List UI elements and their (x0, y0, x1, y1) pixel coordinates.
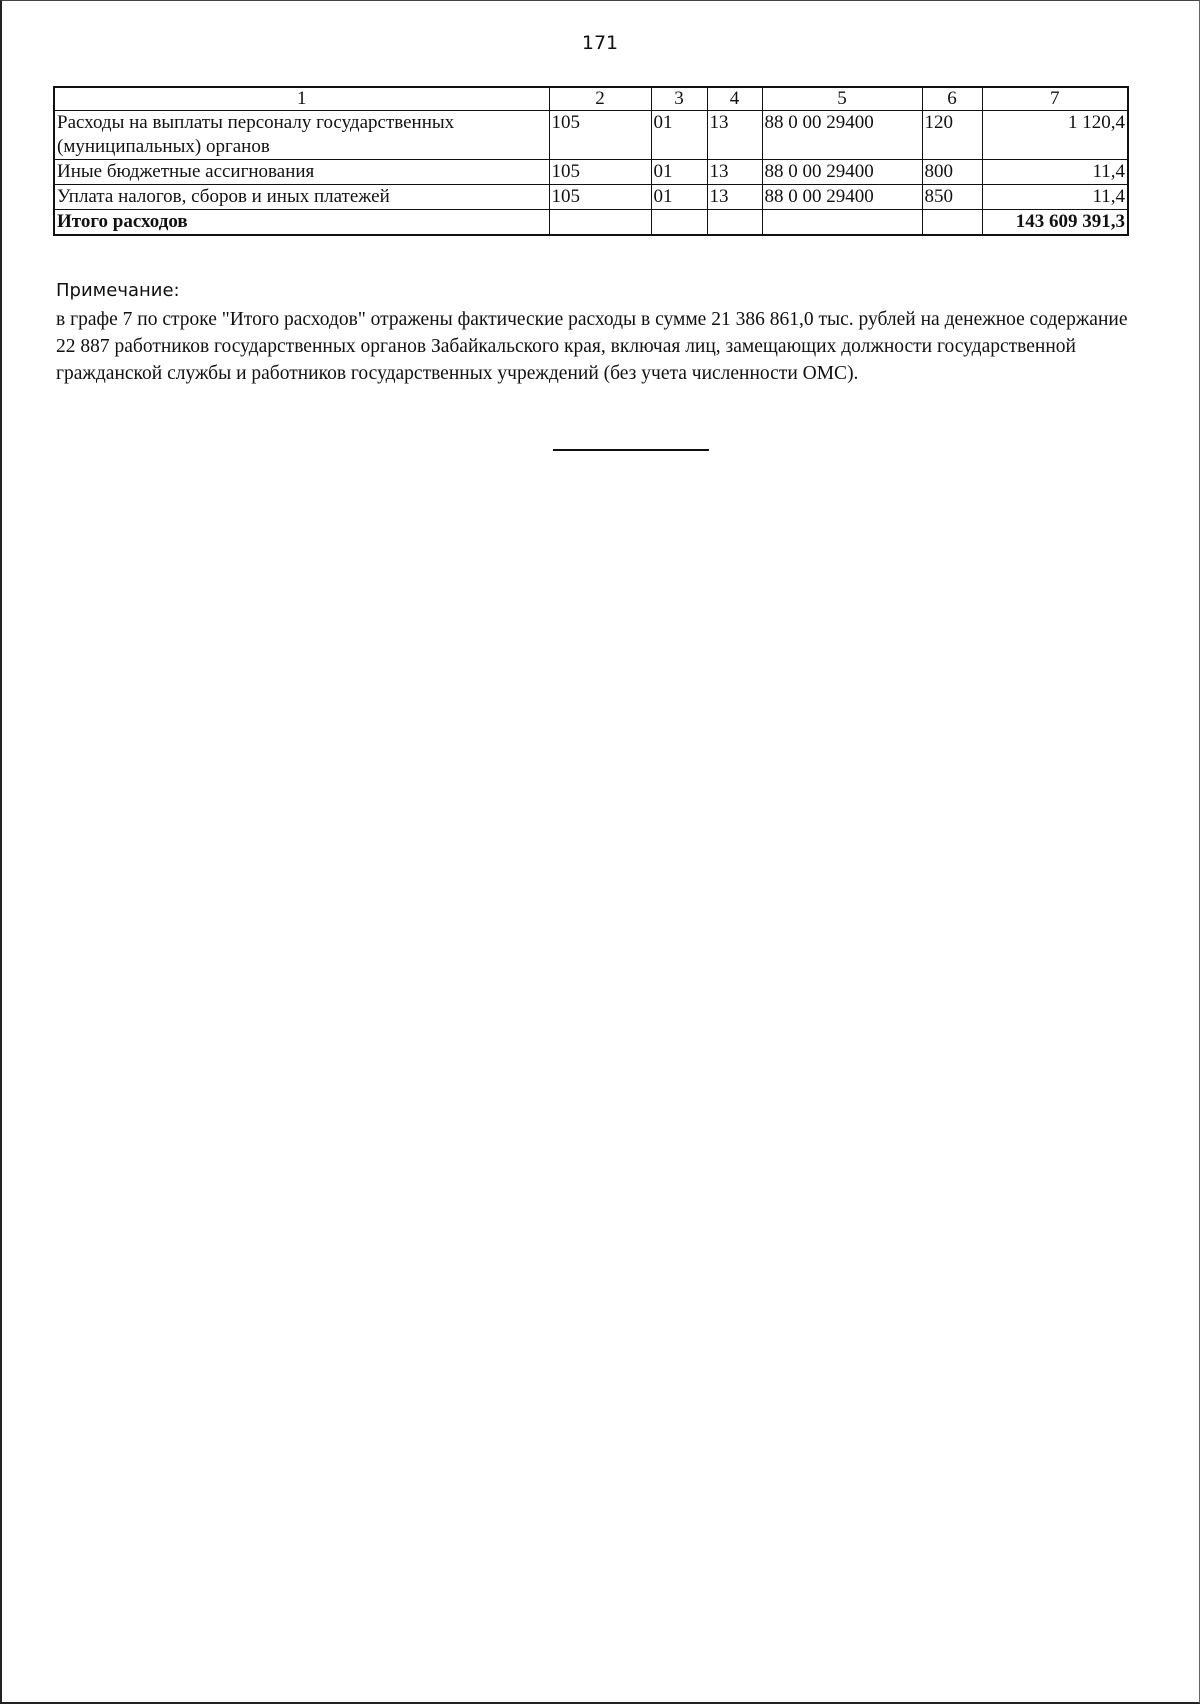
row-cell: 13 (707, 111, 762, 160)
table-row (54, 111, 1128, 160)
row-cell: 105 (549, 160, 651, 185)
row-cell: 88 0 00 29400 (762, 185, 922, 210)
row-name: Расходы на выплаты персоналу государственных (муниципальных) органов (54, 111, 549, 160)
table-row (54, 185, 1128, 210)
row-cell: 01 (651, 111, 707, 160)
empty-cell (549, 210, 651, 236)
column-header: 5 (762, 87, 922, 111)
closing-rule (553, 449, 709, 451)
column-header: 6 (922, 87, 982, 111)
row-amount: 11,4 (982, 185, 1128, 210)
page-number: 171 (581, 32, 619, 54)
table-row (54, 160, 1128, 185)
row-name: Иные бюджетные ассигнования (54, 160, 549, 185)
column-header: 7 (982, 87, 1128, 111)
empty-cell (651, 210, 707, 236)
empty-cell (707, 210, 762, 236)
row-amount: 11,4 (982, 160, 1128, 185)
row-cell: 01 (651, 160, 707, 185)
row-cell: 01 (651, 185, 707, 210)
column-header: 1 (54, 87, 549, 111)
total-row (54, 210, 1128, 236)
note-text: в графе 7 по строке "Итого расходов" отражены фактические расходы в сумме 21 386 861,0 тыс. рублей на денежное содержание 22 887 работников государственных органов Забайкальского края, включая лиц, замещающих должности государственной гражданской службы и работников государственных учреждений (без учета численности ОМС). (56, 309, 1128, 384)
row-cell: 13 (707, 160, 762, 185)
row-cell: 13 (707, 185, 762, 210)
row-cell: 850 (922, 185, 982, 210)
column-header: 3 (651, 87, 707, 111)
table-header-row (54, 87, 1128, 111)
row-cell: 105 (549, 185, 651, 210)
row-cell: 800 (922, 160, 982, 185)
row-cell: 105 (549, 111, 651, 160)
empty-cell (922, 210, 982, 236)
total-amount: 143 609 391,3 (982, 210, 1128, 236)
row-cell: 88 0 00 29400 (762, 111, 922, 160)
note-title: Примечание: (56, 280, 180, 301)
row-cell: 120 (922, 111, 982, 160)
column-header: 2 (549, 87, 651, 111)
column-header: 4 (707, 87, 762, 111)
row-amount: 1 120,4 (982, 111, 1128, 160)
row-cell: 88 0 00 29400 (762, 160, 922, 185)
budget-table (53, 86, 1129, 236)
empty-cell (762, 210, 922, 236)
row-name: Уплата налогов, сборов и иных платежей (54, 185, 549, 210)
total-label: Итого расходов (54, 210, 549, 236)
